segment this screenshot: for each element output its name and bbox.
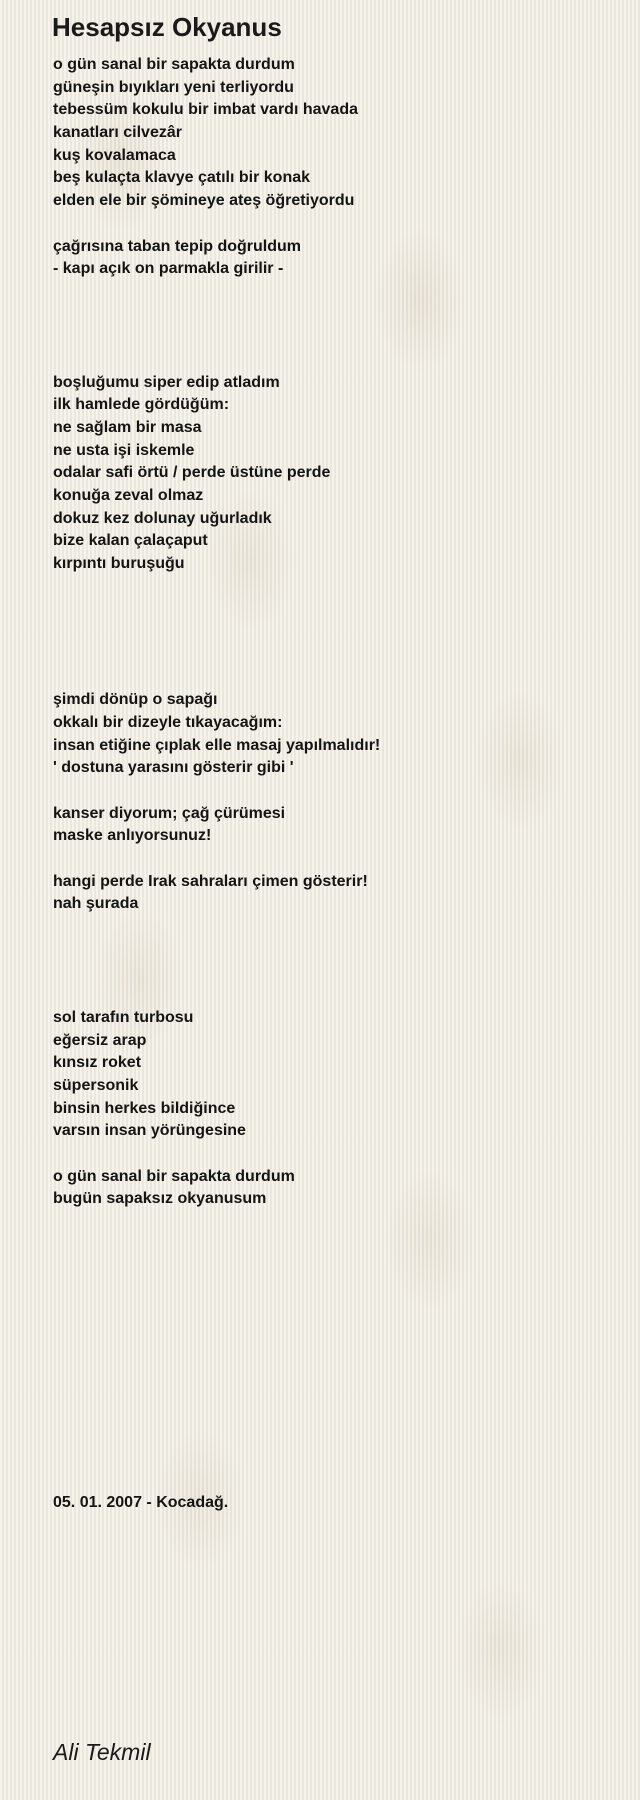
poem-line: çağrısına taban tepip doğruldum (53, 237, 302, 255)
poem-line: hangi perde Irak sahraları çimen gösterir! (53, 872, 368, 890)
poem-line: sol tarafın turbosu (53, 1008, 194, 1026)
poem-line: okkalı bir dizeyle tıkayacağım: (53, 713, 283, 731)
poem-line: dokuz kez dolunay uğurladık (53, 509, 272, 527)
poem-line: güneşin bıyıkları yeni terliyordu (53, 78, 294, 96)
poem-line: kanatları cilvezâr (53, 124, 182, 142)
poem-line: bugün sapaksız okyanusum (53, 1190, 267, 1208)
stanza-gap (53, 597, 613, 620)
poem-line: konuğa zeval olmaz (53, 487, 204, 505)
poem-author: Ali Tekmil (53, 1739, 151, 1765)
poem-body (53, 52, 613, 1209)
stanza-gap (53, 937, 613, 960)
stanza-gap (53, 778, 613, 801)
poem-line: kuş kovalamaca (53, 146, 176, 164)
poem-line: - kapı açık on parmakla girilir - (53, 260, 284, 278)
poem-line: ne usta işi iskemle (53, 441, 195, 459)
stanza-gap (53, 302, 613, 325)
poem-line: binsin herkes bildiğince (53, 1099, 236, 1117)
stanza-gap (53, 846, 613, 869)
poem-line: beş kulaçta klavye çatılı bir konak (53, 169, 311, 187)
stanza-gap (53, 642, 613, 665)
poem-line: kırpıntı buruşuğu (53, 555, 185, 573)
poem-line: boşluğumu siper edip atladım (53, 373, 280, 391)
poem-line: o gün sanal bir sapakta durdum (53, 1167, 295, 1185)
stanza-gap (53, 324, 613, 347)
poem-line: ne sağlam bir masa (53, 419, 202, 436)
poem-line: maske anlıyorsunuz! (53, 827, 212, 845)
poem-line: ilk hamlede gördüğüm: (53, 396, 230, 414)
stanza-gap (53, 665, 613, 688)
poem-line: nah şurada (53, 895, 139, 913)
poem-line: insan etiğine çıplak elle masaj yapılmalıdır! (53, 736, 381, 754)
poem-line: süpersonik (53, 1076, 139, 1094)
stanza-gap (53, 1141, 613, 1164)
poem-line: şimdi dönüp o sapağı (53, 691, 218, 709)
poem-line: bize kalan çalaçaput (53, 532, 208, 550)
stanza-gap (53, 347, 613, 370)
poem-line: kanser diyorum; çağ çürümesi (53, 804, 286, 822)
stanza-gap (53, 914, 613, 937)
poem-title: Hesapsız Okyanus (52, 12, 282, 42)
poem-line: ' dostuna yarasını gösterir gibi ' (53, 759, 294, 777)
poem-line: elden ele bir şömineye ateş öğretiyordu (53, 192, 355, 210)
stanza-gap (53, 211, 613, 234)
poem-line: eğersiz arap (53, 1031, 147, 1049)
poem-line: kınsız roket (53, 1054, 142, 1072)
poem-line: o gün sanal bir sapakta durdum (53, 56, 295, 73)
poem-line: odalar safi örtü / perde üstüne perde (53, 464, 331, 482)
stanza-gap (53, 960, 613, 983)
poem-line: varsın insan yörüngesine (53, 1122, 246, 1140)
stanza-gap (53, 982, 613, 1005)
stanza-gap (53, 619, 613, 642)
poem-line: tebessüm kokulu bir imbat vardı havada (53, 101, 358, 119)
poem-date-place: 05. 01. 2007 - Kocadağ. (53, 1494, 229, 1511)
stanza-gap (53, 279, 613, 302)
stanza-gap (53, 574, 613, 597)
